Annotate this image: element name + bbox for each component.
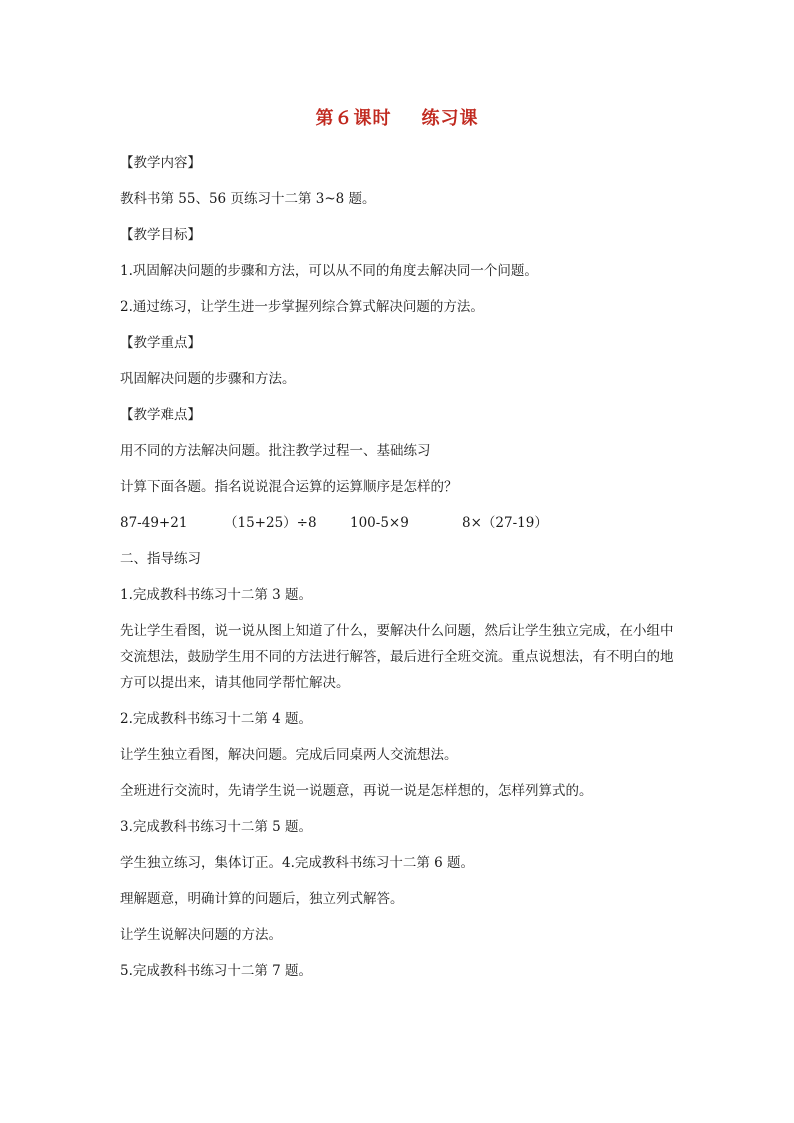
document-body [120,150,680,994]
exercise-2-description-a: 让学生独立看图，解决问题。完成后同桌两人交流想法。 [120,747,458,763]
exercise-5-title: 5.完成教科书练习十二第 7 题。 [120,963,313,979]
exercise-2-description-b: 全班进行交流时，先请学生说一说题意，再说一说是怎样想的，怎样列算式的。 [120,783,593,799]
goal-2: 2.通过练习，让学生进一步掌握列综合算式解决问题的方法。 [120,299,484,315]
title-lesson-number: 第６课时 [315,108,392,129]
calc-intro: 计算下面各题。指名说说混合运算的运算顺序是怎样的？ [120,479,458,495]
section-heading-key-points: 【教学重点】 [120,335,201,351]
calc-item: （15+25）÷8 [224,515,317,531]
goal-1: 1.巩固解决问题的步骤和方法，可以从不同的角度去解决同一个问题。 [120,263,538,279]
calc-item: 8×（27-19） [462,515,548,531]
calc-item: 87-49+21 [120,515,188,531]
section-heading-content: 【教学内容】 [120,155,201,171]
exercise-2-title: 2.完成教科书练习十二第 4 题。 [120,711,313,727]
section-heading-guided-practice: 二、指导练习 [120,551,201,567]
difficulties-text: 用不同的方法解决问题。批注教学过程一、基础练习 [120,443,431,459]
exercise-1-description: 先让学生看图，说一说从图上知道了什么，要解决什么问题，然后让学生独立完成，在小组中交流想法，鼓励学生用不同的方法进行解答，最后进行全班交流。重点说想法，有不明白的地方可以提出来，请其他同学帮忙解决。 [120,623,674,691]
exercise-3-description: 学生独立练习，集体订正。4.完成教科书练习十二第 6 题。 [120,855,475,871]
calc-exercises [120,510,680,536]
title-lesson-name: 练习课 [421,108,479,129]
key-points-text: 巩固解决问题的步骤和方法。 [120,371,296,387]
exercise-3-title: 3.完成教科书练习十二第 5 题。 [120,819,313,835]
calc-item: 100-5×9 [350,515,409,531]
content-text: 教科书第 55、56 页练习十二第 3~8 题。 [120,191,376,207]
page-title [0,104,794,130]
exercise-1-title: 1.完成教科书练习十二第 3 题。 [120,587,313,603]
exercise-4-description-a: 理解题意，明确计算的问题后，独立列式解答。 [120,891,404,907]
section-heading-difficulties: 【教学难点】 [120,407,201,423]
exercise-4-description-b: 让学生说解决问题的方法。 [120,927,282,943]
section-heading-goals: 【教学目标】 [120,227,201,243]
